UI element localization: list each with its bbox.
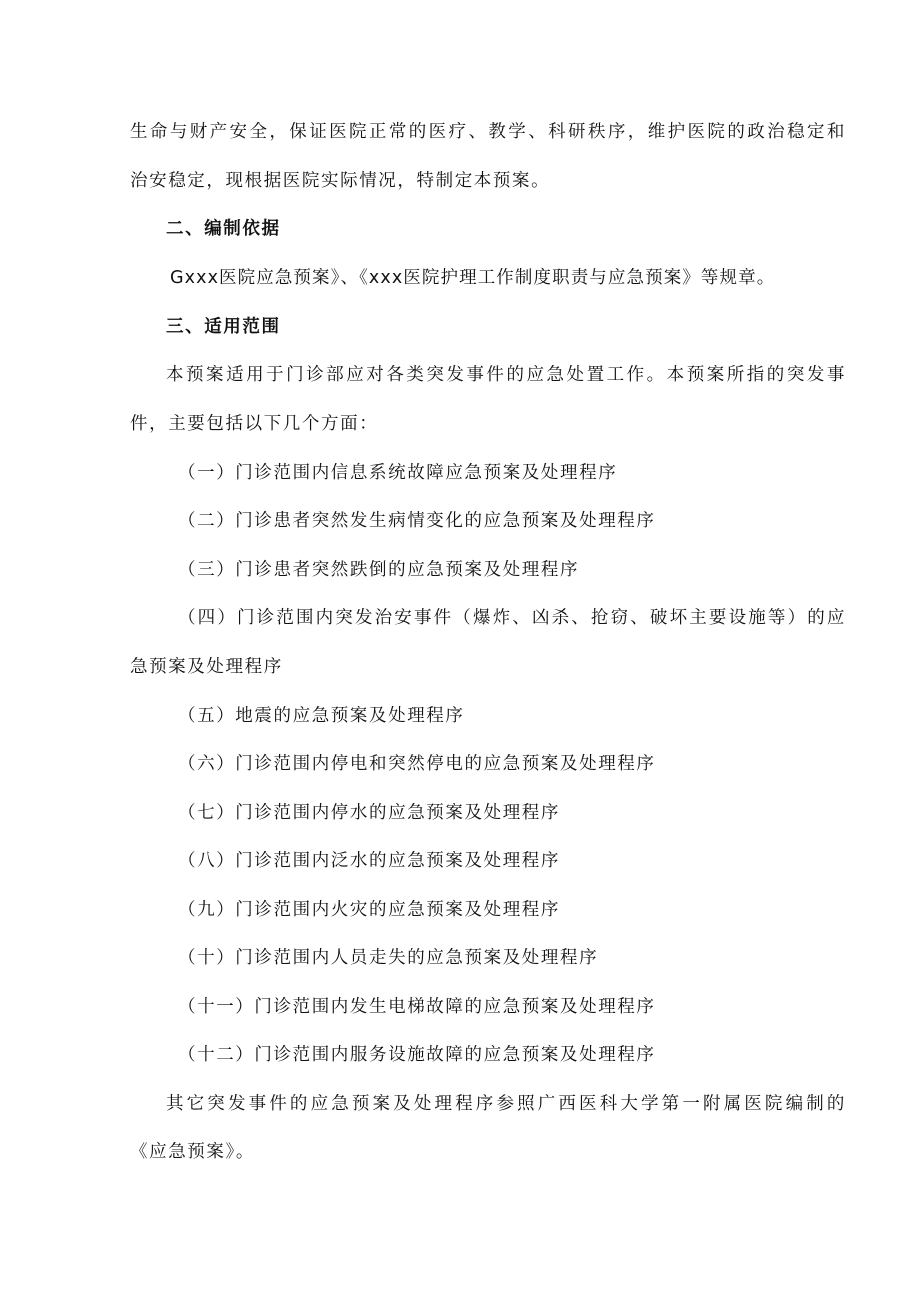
list-item: （八）门诊范围内泛水的应急预案及处理程序	[178, 851, 560, 871]
list-item-continuation: 急预案及处理程序	[130, 657, 283, 677]
list-item: （九）门诊范围内火灾的应急预案及处理程序	[178, 900, 560, 920]
list-item: （五）地震的应急预案及处理程序	[178, 706, 465, 726]
list-item: （七）门诊范围内停水的应急预案及处理程序	[178, 803, 560, 823]
intro-line-2: 治安稳定，现根据医院实际情况，特制定本预案。	[130, 171, 551, 191]
list-item: （十二）门诊范围内服务设施故障的应急预案及处理程序	[178, 1045, 656, 1065]
closing-line-2: 《应急预案》。	[130, 1142, 255, 1162]
list-item: （三）门诊患者突然跌倒的应急预案及处理程序	[178, 560, 580, 580]
list-item: （十一）门诊范围内发生电梯故障的应急预案及处理程序	[178, 997, 656, 1017]
section-2-heading: 二、编制依据	[166, 219, 281, 239]
scope-line-2: 件，主要包括以下几个方面：	[130, 414, 379, 434]
list-item: （六）门诊范围内停电和突然停电的应急预案及处理程序	[178, 754, 656, 774]
list-item: （十）门诊范围内人员走失的应急预案及处理程序	[178, 948, 599, 968]
section-2-text: Gxxx医院应急预案》、《xxx医院护理工作制度职责与应急预案》等规章。	[170, 268, 776, 288]
intro-line-1: 生命与财产安全，保证医院正常的医疗、教学、科研秩序，维护医院的政治稳定和	[130, 122, 846, 142]
list-item: （四）门诊范围内突发治安事件（爆炸、凶杀、抢窃、破坏主要设施等）的应	[178, 608, 846, 628]
scope-line-1: 本预案适用于门诊部应对各类突发事件的应急处置工作。本预案所指的突发事	[166, 365, 846, 385]
list-item: （一）门诊范围内信息系统故障应急预案及处理程序	[178, 463, 618, 483]
section-3-heading: 三、适用范围	[166, 317, 281, 337]
closing-line-1: 其它突发事件的应急预案及处理程序参照广西医科大学第一附属医院编制的	[166, 1094, 846, 1114]
list-item: （二）门诊患者突然发生病情变化的应急预案及处理程序	[178, 511, 656, 531]
